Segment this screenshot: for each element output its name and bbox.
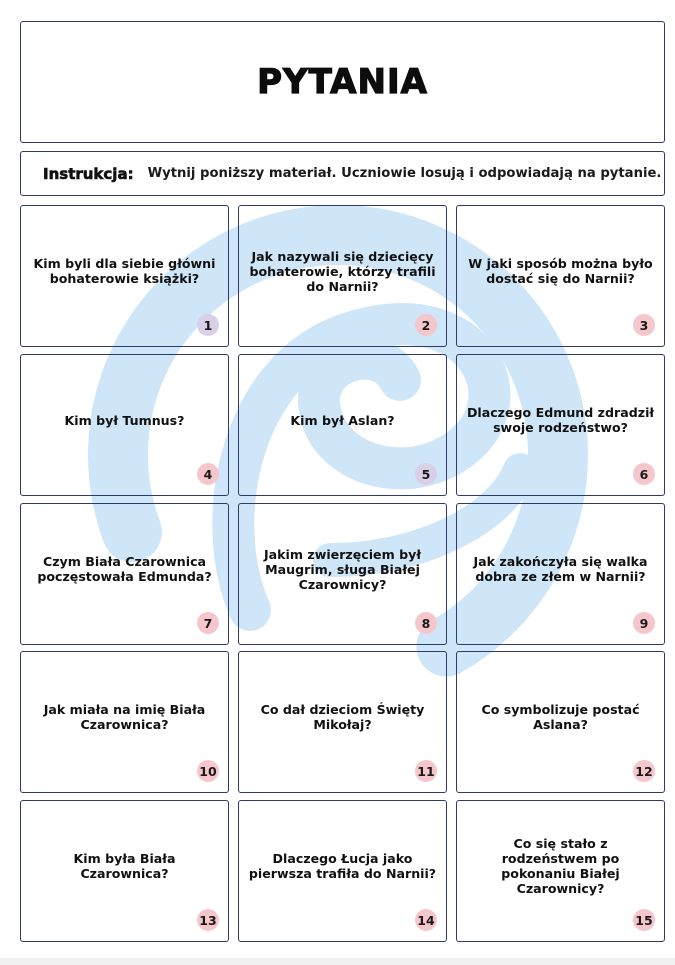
question-number-badge: 4 — [197, 463, 219, 485]
question-number-badge: 5 — [415, 463, 437, 485]
page-bottom-edge — [0, 958, 675, 965]
question-card-5[interactable] — [238, 354, 447, 496]
question-number-badge: 15 — [633, 909, 655, 931]
question-card-11[interactable] — [238, 651, 447, 793]
page-title: PYTANIA — [257, 62, 428, 102]
question-text: Dlaczego Łucja jako pierwsza trafiła do Narnii? — [248, 851, 437, 881]
question-card-6[interactable] — [456, 354, 665, 496]
question-number-badge: 2 — [415, 314, 437, 336]
question-card-9[interactable] — [456, 503, 665, 645]
question-card-13[interactable] — [20, 800, 229, 942]
question-text: Kim był Tumnus? — [64, 412, 185, 428]
question-number-badge: 10 — [197, 760, 219, 782]
question-card-12[interactable] — [456, 651, 665, 793]
question-card-7[interactable] — [20, 503, 229, 645]
question-card-8[interactable] — [238, 503, 447, 645]
question-card-1[interactable] — [20, 205, 229, 347]
question-number-badge: 1 — [197, 314, 219, 336]
question-text: Kim był Aslan? — [290, 412, 395, 428]
question-text: Jak nazywali się dziecięcy bohaterowie, którzy trafili do Narnii? — [249, 248, 436, 294]
question-card-10[interactable] — [20, 651, 229, 793]
question-text: Kim byli dla siebie główni bohaterowie książki? — [33, 256, 216, 286]
question-number-badge: 12 — [633, 760, 655, 782]
instructions-box — [20, 151, 665, 196]
question-card-2[interactable] — [238, 205, 447, 347]
instructions-label: Instrukcja: — [43, 164, 134, 183]
question-number-badge: 8 — [415, 612, 437, 634]
question-number-badge: 9 — [633, 612, 655, 634]
question-number-badge: 13 — [197, 909, 219, 931]
question-text: Co się stało z rodzeństwem po pokonaniu Białej Czarownicy? — [501, 836, 620, 896]
question-number-badge: 7 — [197, 612, 219, 634]
question-text: Jak zakończyła się walka dobra ze złem w Narnii? — [473, 554, 648, 584]
question-text: W jaki sposób można było dostać się do Narnii? — [468, 256, 653, 286]
question-number-badge: 14 — [415, 909, 437, 931]
question-card-14[interactable] — [238, 800, 447, 942]
question-card-3[interactable] — [456, 205, 665, 347]
question-text: Kim była Biała Czarownica? — [73, 851, 176, 881]
question-number-badge: 11 — [415, 760, 437, 782]
question-text: Dlaczego Edmund zdradził swoje rodzeństwo? — [466, 405, 655, 435]
question-text: Czym Biała Czarownica poczęstowała Edmunda? — [37, 554, 212, 584]
question-number-badge: 6 — [633, 463, 655, 485]
title-box — [20, 21, 665, 143]
question-text: Jakim zwierzęciem był Maugrim, sługa Białej Czarownicy? — [263, 546, 422, 592]
question-text: Co dał dzieciom Święty Mikołaj? — [260, 702, 425, 732]
question-text: Co symbolizuje postać Aslana? — [481, 702, 640, 732]
question-text: Jak miała na imię Biała Czarownica? — [43, 702, 206, 732]
question-card-4[interactable] — [20, 354, 229, 496]
question-card-15[interactable] — [456, 800, 665, 942]
question-number-badge: 3 — [633, 314, 655, 336]
instructions-text: Wytnij poniższy materiał. Uczniowie losują i odpowiadają na pytanie. — [147, 166, 662, 181]
